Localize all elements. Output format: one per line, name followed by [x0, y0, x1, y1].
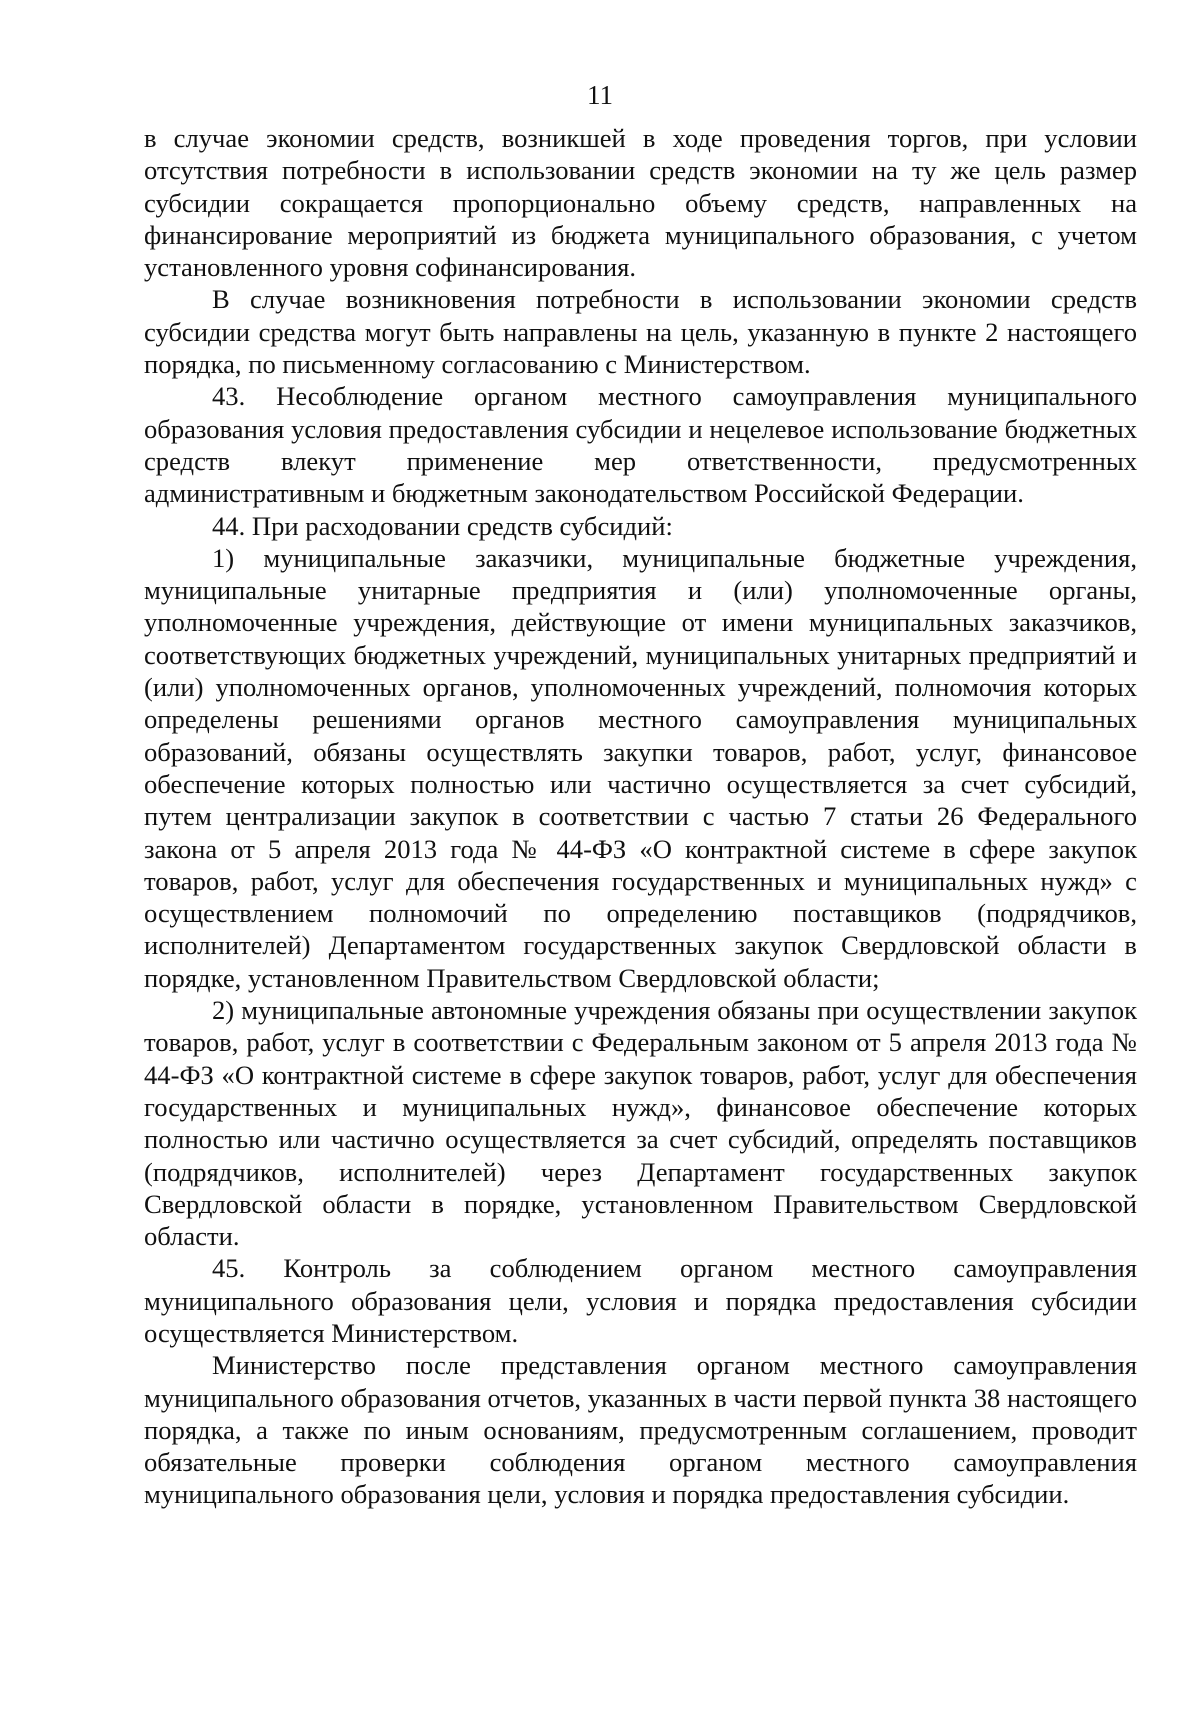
paragraph-savings-use: В случае возникновения потребности в использовании экономии средств субсидии средства могут быть направлены на цель, указанную в пункте 2 настоящего порядка, по письменному согласованию с Министерством. [144, 284, 1137, 380]
paragraph-savings-reduction: в случае экономии средств, возникшей в ходе проведения торгов, при условии отсутствия потребности в использовании средств экономии на ту же цель размер субсидии сокращается пропорционально объему средств, направленных на финансирование мероприятий из бюджета муниципального образования, с учетом установленного уровня софинансирования. [144, 123, 1137, 283]
paragraph-item-43: 43. Несоблюдение органом местного самоуправления муниципального образования условия предоставления субсидии и нецелевое использование бюджетных средств влекут применение мер ответственности, предусмотренных административным и бюджетным законодательством Российской Федерации. [144, 381, 1137, 509]
document-body [144, 122, 1137, 1511]
paragraph-item-45: 45. Контроль за соблюдением органом местного самоуправления муниципального образования цели, условия и порядка предоставления субсидии осуществляется Министерством. [144, 1253, 1137, 1348]
page-number: 11 [587, 80, 613, 110]
paragraph-ministry-checks: Министерство после представления органом местного самоуправления муниципального образования отчетов, указанных в части первой пункта 38 настоящего порядка, а также по иным основаниям, предусмотренным соглашением, проводит обязательные проверки соблюдения органом местного самоуправления муниципального образования цели, условия и порядка предоставления субсидии. [144, 1350, 1137, 1510]
paragraph-item-44-2: 2) муниципальные автономные учреждения обязаны при осуществлении закупок товаров, работ, услуг в соответствии с Федеральным законом от 5 апреля 2013 года № 44-ФЗ «О контрактной системе в сфере закупок товаров, работ, услуг для обеспечения государственных и муниципальных нужд», финансовое обеспечение которых полностью или частично осуществляется за счет субсидий, определять поставщиков (подрядчиков, исполнителей) через Департамент государственных закупок Свердловской области в порядке, установленном Правительством Свердловской области. [144, 995, 1137, 1252]
paragraph-item-44: 44. При расходовании средств субсидий: [212, 510, 673, 541]
paragraph-item-44-1: 1) муниципальные заказчики, муниципальные бюджетные учреждения, муниципальные унитарные предприятия и (или) уполномоченные органы, уполномоченные учреждения, действующие от имени муниципальных заказчиков, соответствующих бюджетных учреждений, муниципальных унитарных предприятий и (или) уполномоченных органов, уполномоченных учреждений, полномочия которых определены решениями органов местного самоуправления муниципальных образований, обязаны осуществлять закупки товаров, работ, услуг, финансовое обеспечение которых полностью или частично осуществляется за счет субсидий, путем централизации закупок в соответствии с частью 7 статьи 26 Федерального закона от 5 апреля 2013 года № 44-ФЗ «О контрактной системе в сфере закупок товаров, работ, услуг для обеспечения государственных и муниципальных нужд» с осуществлением полномочий по определению поставщиков (подрядчиков, исполнителей) Департаментом государственных закупок Свердловской области в порядке, установленном Правительством Свердловской области; [144, 542, 1137, 993]
